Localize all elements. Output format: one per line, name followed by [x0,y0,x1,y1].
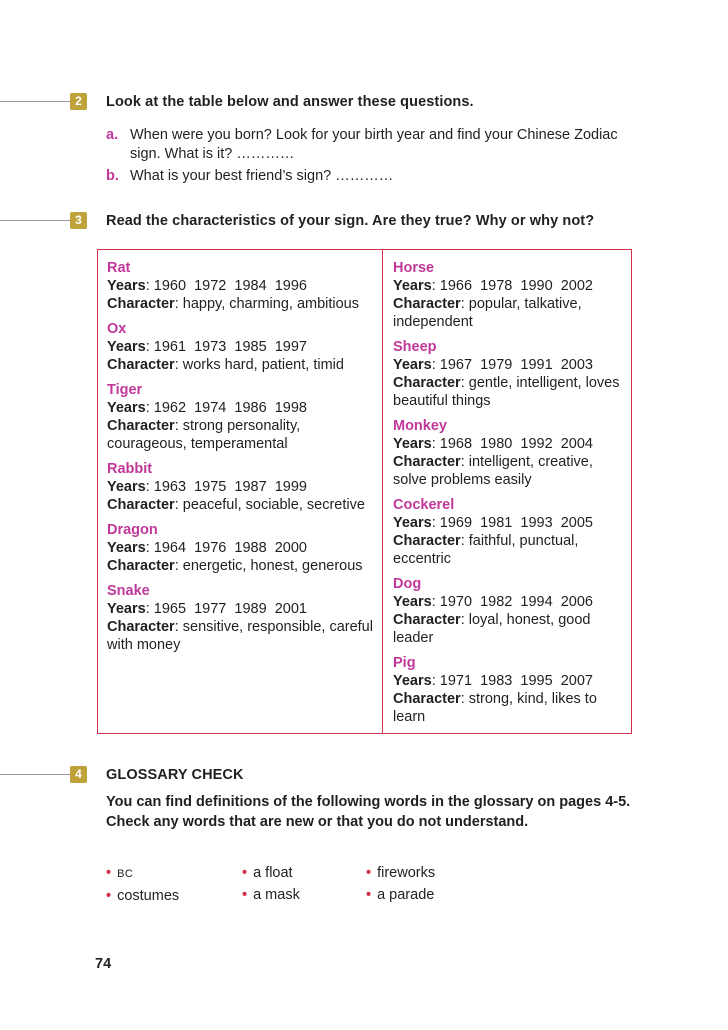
glossary-word-text: a parade [377,887,435,903]
question-list [106,126,646,189]
glossary-word [366,884,506,906]
sign-years [393,514,628,532]
sign-name: Dragon [107,522,158,538]
section-number-badge: 2 [70,93,87,110]
section-number-badge: 3 [70,212,87,229]
bullet-icon: • [366,865,372,881]
glossary-word [366,862,506,884]
glossary-column [366,862,506,906]
character-label: Character [107,296,175,312]
sign-character [107,295,377,313]
character-label: Character [107,619,175,635]
glossary-column [242,862,382,906]
years-label: Years [393,594,432,610]
years-value: : 1961 1973 1985 1997 [145,339,307,355]
years-value: : 1960 1972 1984 1996 [145,278,307,294]
section-number-badge: 4 [70,766,87,783]
zodiac-sign [107,320,377,374]
zodiac-sign [107,460,377,514]
zodiac-sign [393,575,628,647]
sign-name: Snake [107,583,150,599]
years-label: Years [393,515,432,531]
zodiac-sign [107,381,377,453]
years-label: Years [393,673,432,689]
glossary-word [242,862,382,884]
character-label: Character [107,418,175,434]
character-value: : sensitive, responsible, careful with money [107,619,373,653]
character-label: Character [393,612,461,628]
sign-name: Tiger [107,382,143,398]
years-label: Years [393,436,432,452]
sign-character [393,532,628,568]
character-value: : loyal, honest, good leader [393,612,591,646]
years-label: Years [393,278,432,294]
question-letter: b. [106,168,119,184]
sign-years [107,338,377,356]
years-label: Years [107,479,146,495]
sign-name: Rat [107,260,131,276]
zodiac-sign [393,417,628,489]
character-value: : intelligent, creative, solve problems easily [393,454,593,488]
sign-character [393,690,628,726]
character-value: : works hard, patient, timid [174,357,344,373]
years-value: : 1971 1983 1995 2007 [431,673,593,689]
years-value: : 1967 1979 1991 2003 [431,357,593,373]
character-label: Character [393,296,461,312]
section-rule [0,220,78,221]
glossary-word-text: a mask [253,887,300,903]
sign-name: Ox [107,321,127,337]
years-value: : 1962 1974 1986 1998 [145,400,307,416]
zodiac-sign [393,259,628,331]
character-label: Character [107,497,175,513]
years-label: Years [107,400,146,416]
character-value: : popular, talkative, independent [393,296,582,330]
character-value: : strong personality, courageous, temperamental [107,418,301,452]
sign-years [107,600,377,618]
bullet-icon: • [366,887,372,903]
years-label: Years [393,357,432,373]
zodiac-column-left [107,259,377,661]
years-value: : 1964 1976 1988 2000 [145,540,307,556]
question-text: When were you born? Look for your birth year and find your Chinese Zodiac sign. What is it? ………… [130,127,618,162]
table-divider [382,250,383,733]
sign-character [107,618,377,654]
sign-name: Cockerel [393,497,455,513]
zodiac-column-right [393,259,628,733]
question-text: What is your best friend’s sign? ………… [130,168,394,184]
zodiac-table [97,249,632,734]
character-value: : faithful, punctual, eccentric [393,533,579,567]
years-value: : 1970 1982 1994 2006 [431,594,593,610]
section-rule [0,101,78,102]
character-label: Character [393,691,461,707]
section-heading: Look at the table below and answer these questions. [106,94,474,110]
sign-character [393,611,628,647]
character-label: Character [393,454,461,470]
section-rule [0,774,78,775]
sign-years [393,672,628,690]
glossary-column [106,862,246,907]
zodiac-sign [107,259,377,313]
sign-name: Sheep [393,339,437,355]
years-value: : 1966 1978 1990 2002 [431,278,593,294]
years-value: : 1965 1977 1989 2001 [145,601,307,617]
sign-years [393,593,628,611]
sign-years [393,435,628,453]
years-label: Years [107,540,146,556]
sign-character [107,356,377,374]
sign-years [393,277,628,295]
zodiac-sign [107,521,377,575]
bullet-icon: • [106,865,112,881]
glossary-word [242,884,382,906]
sign-years [107,539,377,557]
question-letter: a. [106,127,119,143]
glossary-word [106,885,246,907]
question-item [106,167,646,186]
years-value: : 1968 1980 1992 2004 [431,436,593,452]
sign-character [393,453,628,489]
sign-name: Dog [393,576,422,592]
sign-character [393,295,628,331]
character-value: : happy, charming, ambitious [174,296,359,312]
sign-name: Horse [393,260,435,276]
glossary-word-text: BC [117,868,134,880]
zodiac-sign [393,496,628,568]
sign-years [107,478,377,496]
character-label: Character [107,558,175,574]
sign-years [393,356,628,374]
years-value: : 1969 1981 1993 2005 [431,515,593,531]
glossary-word-text: costumes [117,888,180,904]
bullet-icon: • [106,888,112,904]
character-value: : strong, kind, likes to learn [393,691,597,725]
bullet-icon: • [242,865,248,881]
glossary-word-text: a float [253,865,293,881]
glossary-instructions: You can find definitions of the following words in the glossary on pages 4-5. Check any words that are new or that you do not understand. [106,794,631,830]
glossary-word [106,862,246,885]
zodiac-sign [107,582,377,654]
sign-character [107,557,377,575]
character-value: : gentle, intelligent, loves beautiful things [393,375,620,409]
sign-years [107,399,377,417]
years-value: : 1963 1975 1987 1999 [145,479,307,495]
sign-character [107,417,377,453]
sign-character [107,496,377,514]
character-value: : peaceful, sociable, secretive [174,497,365,513]
years-label: Years [107,601,146,617]
sign-character [393,374,628,410]
sign-name: Pig [393,655,416,671]
character-label: Character [393,375,461,391]
page-number: 74 [95,956,112,972]
question-item [106,126,646,164]
sign-name: Rabbit [107,461,153,477]
character-value: : energetic, honest, generous [174,558,363,574]
sign-name: Monkey [393,418,447,434]
character-label: Character [107,357,175,373]
bullet-icon: • [242,887,248,903]
years-label: Years [107,278,146,294]
zodiac-sign [393,654,628,726]
zodiac-sign [393,338,628,410]
sign-years [107,277,377,295]
glossary-heading: GLOSSARY CHECK [106,767,244,783]
character-label: Character [393,533,461,549]
section-heading: Read the characteristics of your sign. Are they true? Why or why not? [106,213,595,229]
years-label: Years [107,339,146,355]
glossary-word-text: fireworks [377,865,436,881]
